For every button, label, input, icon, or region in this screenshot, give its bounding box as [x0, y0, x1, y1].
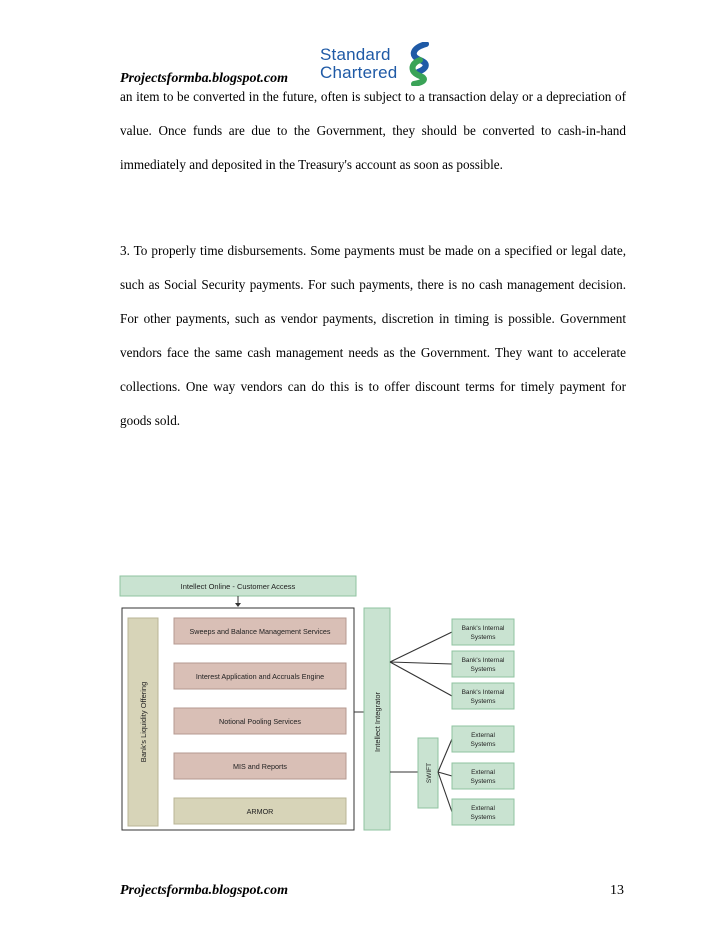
integrator-label: Intellect Integrator	[373, 691, 382, 753]
internal-system-box-3	[452, 683, 514, 709]
internal-system-2-line1: Bank's Internal	[461, 657, 505, 664]
swift-label: SWIFT	[426, 762, 433, 784]
service-label-4: MIS and Reports	[233, 762, 287, 771]
paragraph-1	[120, 80, 626, 182]
service-label-1: Sweeps and Balance Management Services	[189, 627, 331, 636]
external-system-2-line1: External	[471, 769, 495, 776]
external-system-3-line1: External	[471, 805, 495, 812]
fan-line-internal-3	[390, 662, 452, 696]
fan-line-internal-1	[390, 632, 452, 662]
service-label-3: Notional Pooling Services	[219, 717, 301, 726]
fan-line-external-3	[438, 772, 452, 812]
access-arrow-head	[235, 603, 241, 607]
external-system-box-1	[452, 726, 514, 752]
liquidity-architecture-diagram	[118, 572, 518, 832]
paragraph-2-text: 3. To properly time disbursements. Some payments must be made on a specified or legal date, such as Social Security payments. For such payments, there is no cash management decision. For other payments, such as vendor payments, discretion in timing is possible. Government vendors face the same cash management needs as the Government. They want to accelerate collections. One way vendors can do this is to offer discount terms for timely payment for goods sold.	[120, 243, 626, 428]
external-system-3-line2: Systems	[470, 814, 496, 821]
external-system-box-3	[452, 799, 514, 825]
footer-site-name: Projectsformba.blogspot.com	[120, 883, 288, 898]
logo-line2: Chartered	[320, 63, 398, 82]
internal-system-2-line2: Systems	[470, 666, 496, 673]
internal-system-1-line2: Systems	[470, 634, 496, 641]
external-system-1-line2: Systems	[470, 741, 496, 748]
fan-line-external-2	[438, 772, 452, 776]
logo-line1: Standard	[320, 45, 391, 64]
header-site-name: Projectsformba.blogspot.com	[120, 71, 288, 86]
fan-line-internal-2	[390, 662, 452, 664]
internal-system-box-1	[452, 619, 514, 645]
external-system-2-line2: Systems	[470, 778, 496, 785]
internal-system-3-line2: Systems	[470, 698, 496, 705]
paragraph-1-text: an item to be converted in the future, often is subject to a transaction delay or a depreciation of value. Once funds are due to the Government, they should be converted to cash-in-hand immediately and deposited in the Treasury's account as soon as possible.	[120, 89, 626, 172]
page-number: 13	[610, 883, 624, 898]
internal-system-box-2	[452, 651, 514, 677]
service-label-5: ARMOR	[246, 807, 274, 816]
logo-text	[320, 46, 397, 82]
service-label-2: Interest Application and Accruals Engine	[195, 672, 325, 681]
external-system-box-2	[452, 763, 514, 789]
fan-line-external-1	[438, 739, 452, 772]
customer-access-label: Intellect Online - Customer Access	[180, 582, 296, 591]
internal-system-1-line1: Bank's Internal	[461, 625, 505, 632]
paragraph-2	[120, 234, 626, 438]
external-system-1-line1: External	[471, 732, 495, 739]
internal-system-3-line1: Bank's Internal	[461, 689, 505, 696]
liquidity-offering-label: Bank's Liquidity Offering	[139, 681, 148, 763]
